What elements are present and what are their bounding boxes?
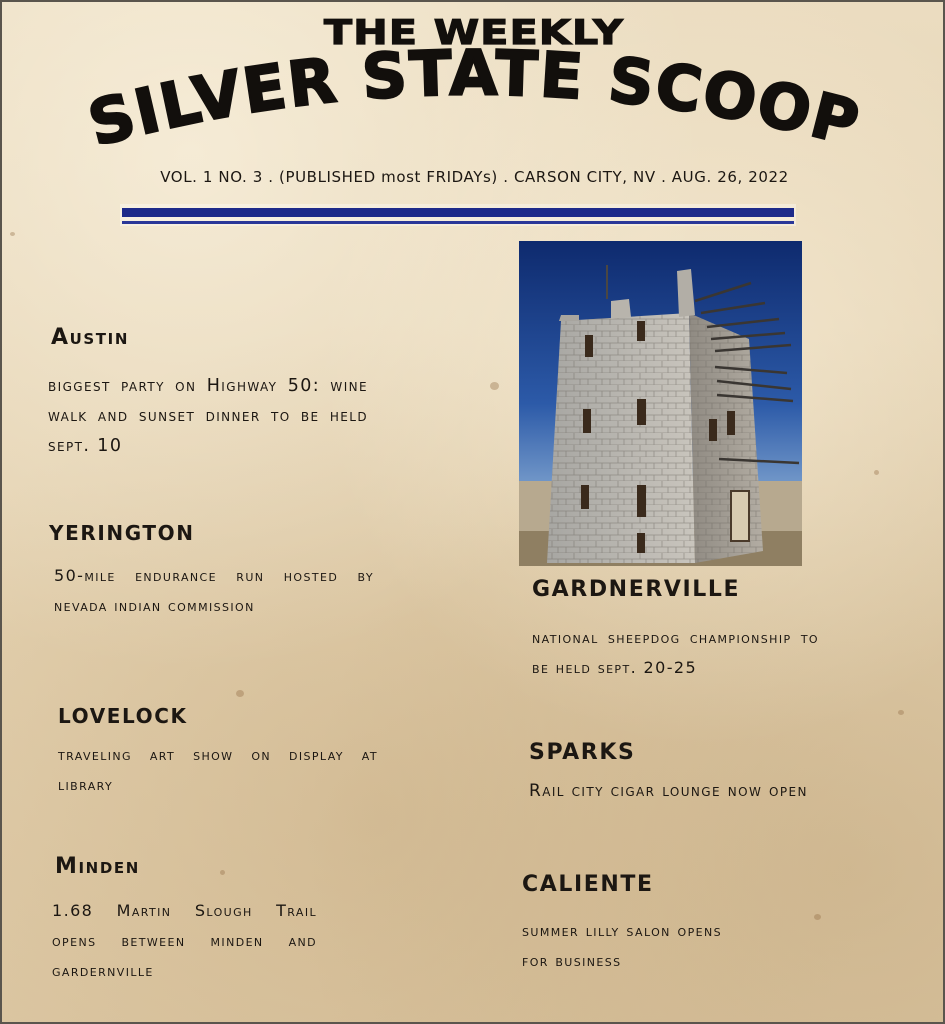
story-body: Rail city cigar lounge now open	[529, 781, 808, 801]
stone-tower-photo	[519, 241, 802, 566]
masthead	[2, 2, 945, 202]
paper-stain	[814, 914, 821, 920]
stone-tower-icon	[519, 241, 802, 566]
story-lovelock	[58, 706, 388, 800]
story-yerington	[49, 523, 379, 621]
masthead-title: SILVER STATE SCOOP	[81, 36, 868, 161]
story-sparks	[529, 742, 819, 806]
story-body: traveling art show on display at library	[58, 745, 378, 794]
story-body: summer lilly salon opens for business	[522, 921, 722, 970]
story-gardnerville	[532, 579, 822, 683]
paper-stain	[490, 382, 499, 390]
paper-stain	[898, 710, 904, 715]
story-heading: CALIENTE	[522, 872, 654, 897]
story-heading: SPARKS	[529, 740, 636, 765]
paper-stain	[236, 690, 244, 697]
story-body: 50-mile endurance run hosted by nevada indian commission	[54, 566, 374, 615]
story-caliente	[522, 874, 752, 976]
story-heading: YERINGTON	[49, 521, 195, 545]
story-heading: GARDNERVILLE	[532, 577, 741, 602]
blue-rule-thin	[122, 221, 794, 224]
story-body: 1.68 Martin Slough Trail opens between minden and gardernville	[52, 901, 317, 980]
story-heading: Austin	[51, 325, 129, 350]
story-heading: Minden	[55, 854, 140, 879]
paper-stain	[10, 232, 15, 236]
story-austin	[48, 325, 381, 461]
story-body: biggest party on Highway 50: wine walk and sunset dinner to be held sept. 10	[48, 376, 368, 456]
story-minden	[52, 854, 325, 986]
blue-rule-thick	[122, 208, 794, 217]
masthead-kicker: THE WEEKLY	[324, 13, 624, 53]
story-heading: LOVELOCK	[58, 704, 188, 728]
issue-line: VOL. 1 NO. 3 . (PUBLISHED most FRIDAYs) . CARSON CITY, NV . AUG. 26, 2022	[160, 168, 789, 186]
story-body: national sheepdog championship to be held sept. 20-25	[532, 628, 819, 677]
paper-stain	[874, 470, 879, 475]
masthead-title-text	[81, 36, 868, 160]
